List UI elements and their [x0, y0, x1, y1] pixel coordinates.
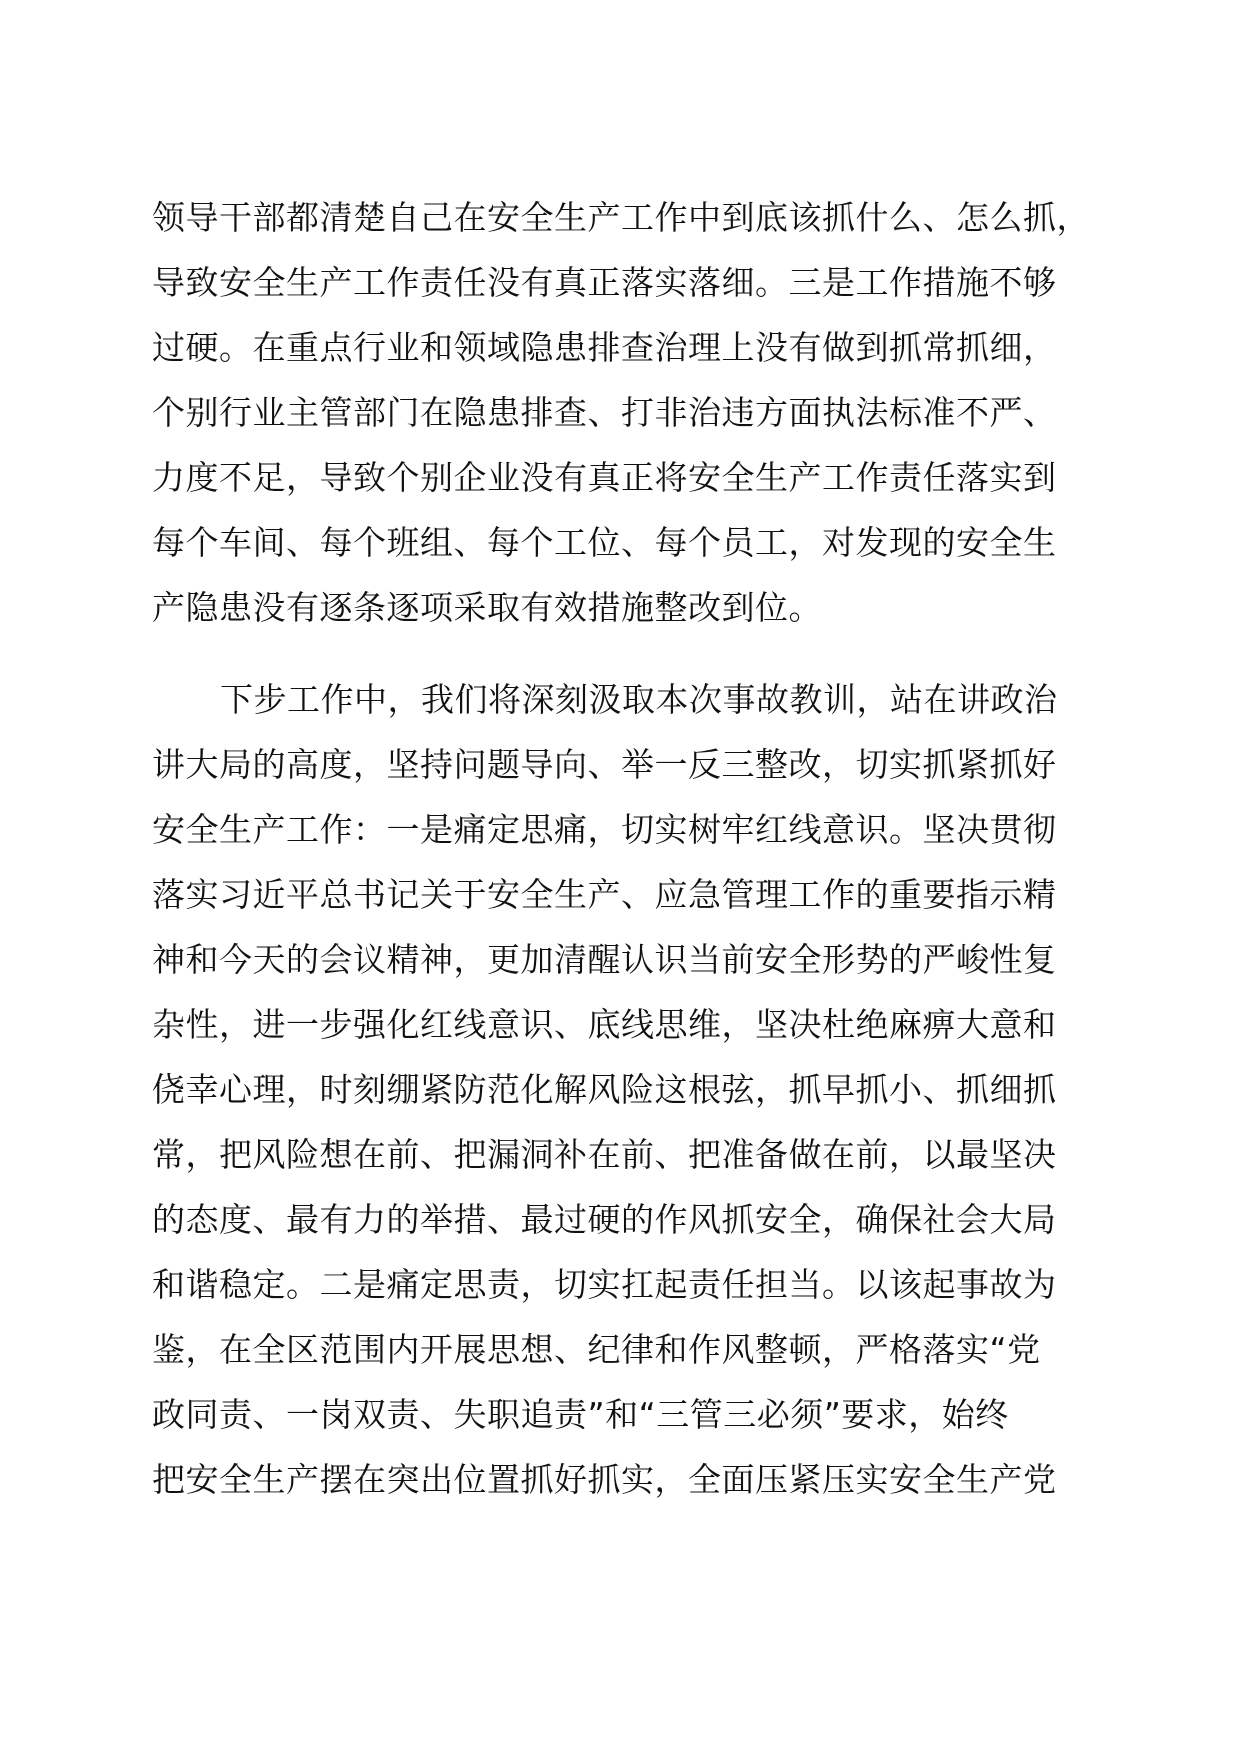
paragraph-2-line-5: 神和今天的会议精神，更加清醒认识当前安全形势的严峻性复 — [152, 940, 1057, 979]
paragraph-2-line-8: 常，把风险想在前、把漏洞补在前、把准备做在前，以最坚决 — [152, 1135, 1057, 1174]
paragraph-2-line-1: 下步工作中，我们将深刻汲取本次事故教训，站在讲政治 — [220, 680, 1058, 719]
paragraph-2-line-12: 政同责、一岗双责、失职追责”和“三管三必须”要求，始终 — [152, 1395, 1009, 1434]
paragraph-2-line-13: 把安全生产摆在突出位置抓好抓实，全面压紧压实安全生产党 — [152, 1460, 1057, 1499]
paragraph-1-line-2: 导致安全生产工作责任没有真正落实落细。三是工作措施不够 — [152, 263, 1057, 302]
paragraph-2-line-7: 侥幸心理，时刻绷紧防范化解风险这根弦，抓早抓小、抓细抓 — [152, 1070, 1057, 1109]
paragraph-1-line-6: 每个车间、每个班组、每个工位、每个员工，对发现的安全生 — [152, 523, 1057, 562]
paragraph-1-line-5: 力度不足，导致个别企业没有真正将安全生产工作责任落实到 — [152, 458, 1057, 497]
paragraph-2-line-6: 杂性，进一步强化红线意识、底线思维，坚决杜绝麻痹大意和 — [152, 1005, 1057, 1044]
paragraph-2-line-10: 和谐稳定。二是痛定思责，切实扛起责任担当。以该起事故为 — [152, 1265, 1057, 1304]
paragraph-1-line-7: 产隐患没有逐条逐项采取有效措施整改到位。 — [152, 588, 822, 627]
paragraph-1-line-4: 个别行业主管部门在隐患排查、打非治违方面执法标准不严、 — [152, 393, 1057, 432]
paragraph-2-line-3: 安全生产工作：一是痛定思痛，切实树牢红线意识。坚决贯彻 — [152, 810, 1057, 849]
paragraph-2-line-4: 落实习近平总书记关于安全生产、应急管理工作的重要指示精 — [152, 875, 1057, 914]
paragraph-2-line-9: 的态度、最有力的举措、最过硬的作风抓安全，确保社会大局 — [152, 1200, 1057, 1239]
paragraph-1-line-3: 过硬。在重点行业和领域隐患排查治理上没有做到抓常抓细， — [152, 328, 1057, 367]
paragraph-2-line-2: 讲大局的高度，坚持问题导向、举一反三整改，切实抓紧抓好 — [152, 745, 1057, 784]
paragraph-2-line-11: 鉴，在全区范围内开展思想、纪律和作风整顿，严格落实“党 — [152, 1330, 1041, 1369]
paragraph-1-line-1: 领导干部都清楚自己在安全生产工作中到底该抓什么、怎么抓， — [152, 198, 1090, 237]
